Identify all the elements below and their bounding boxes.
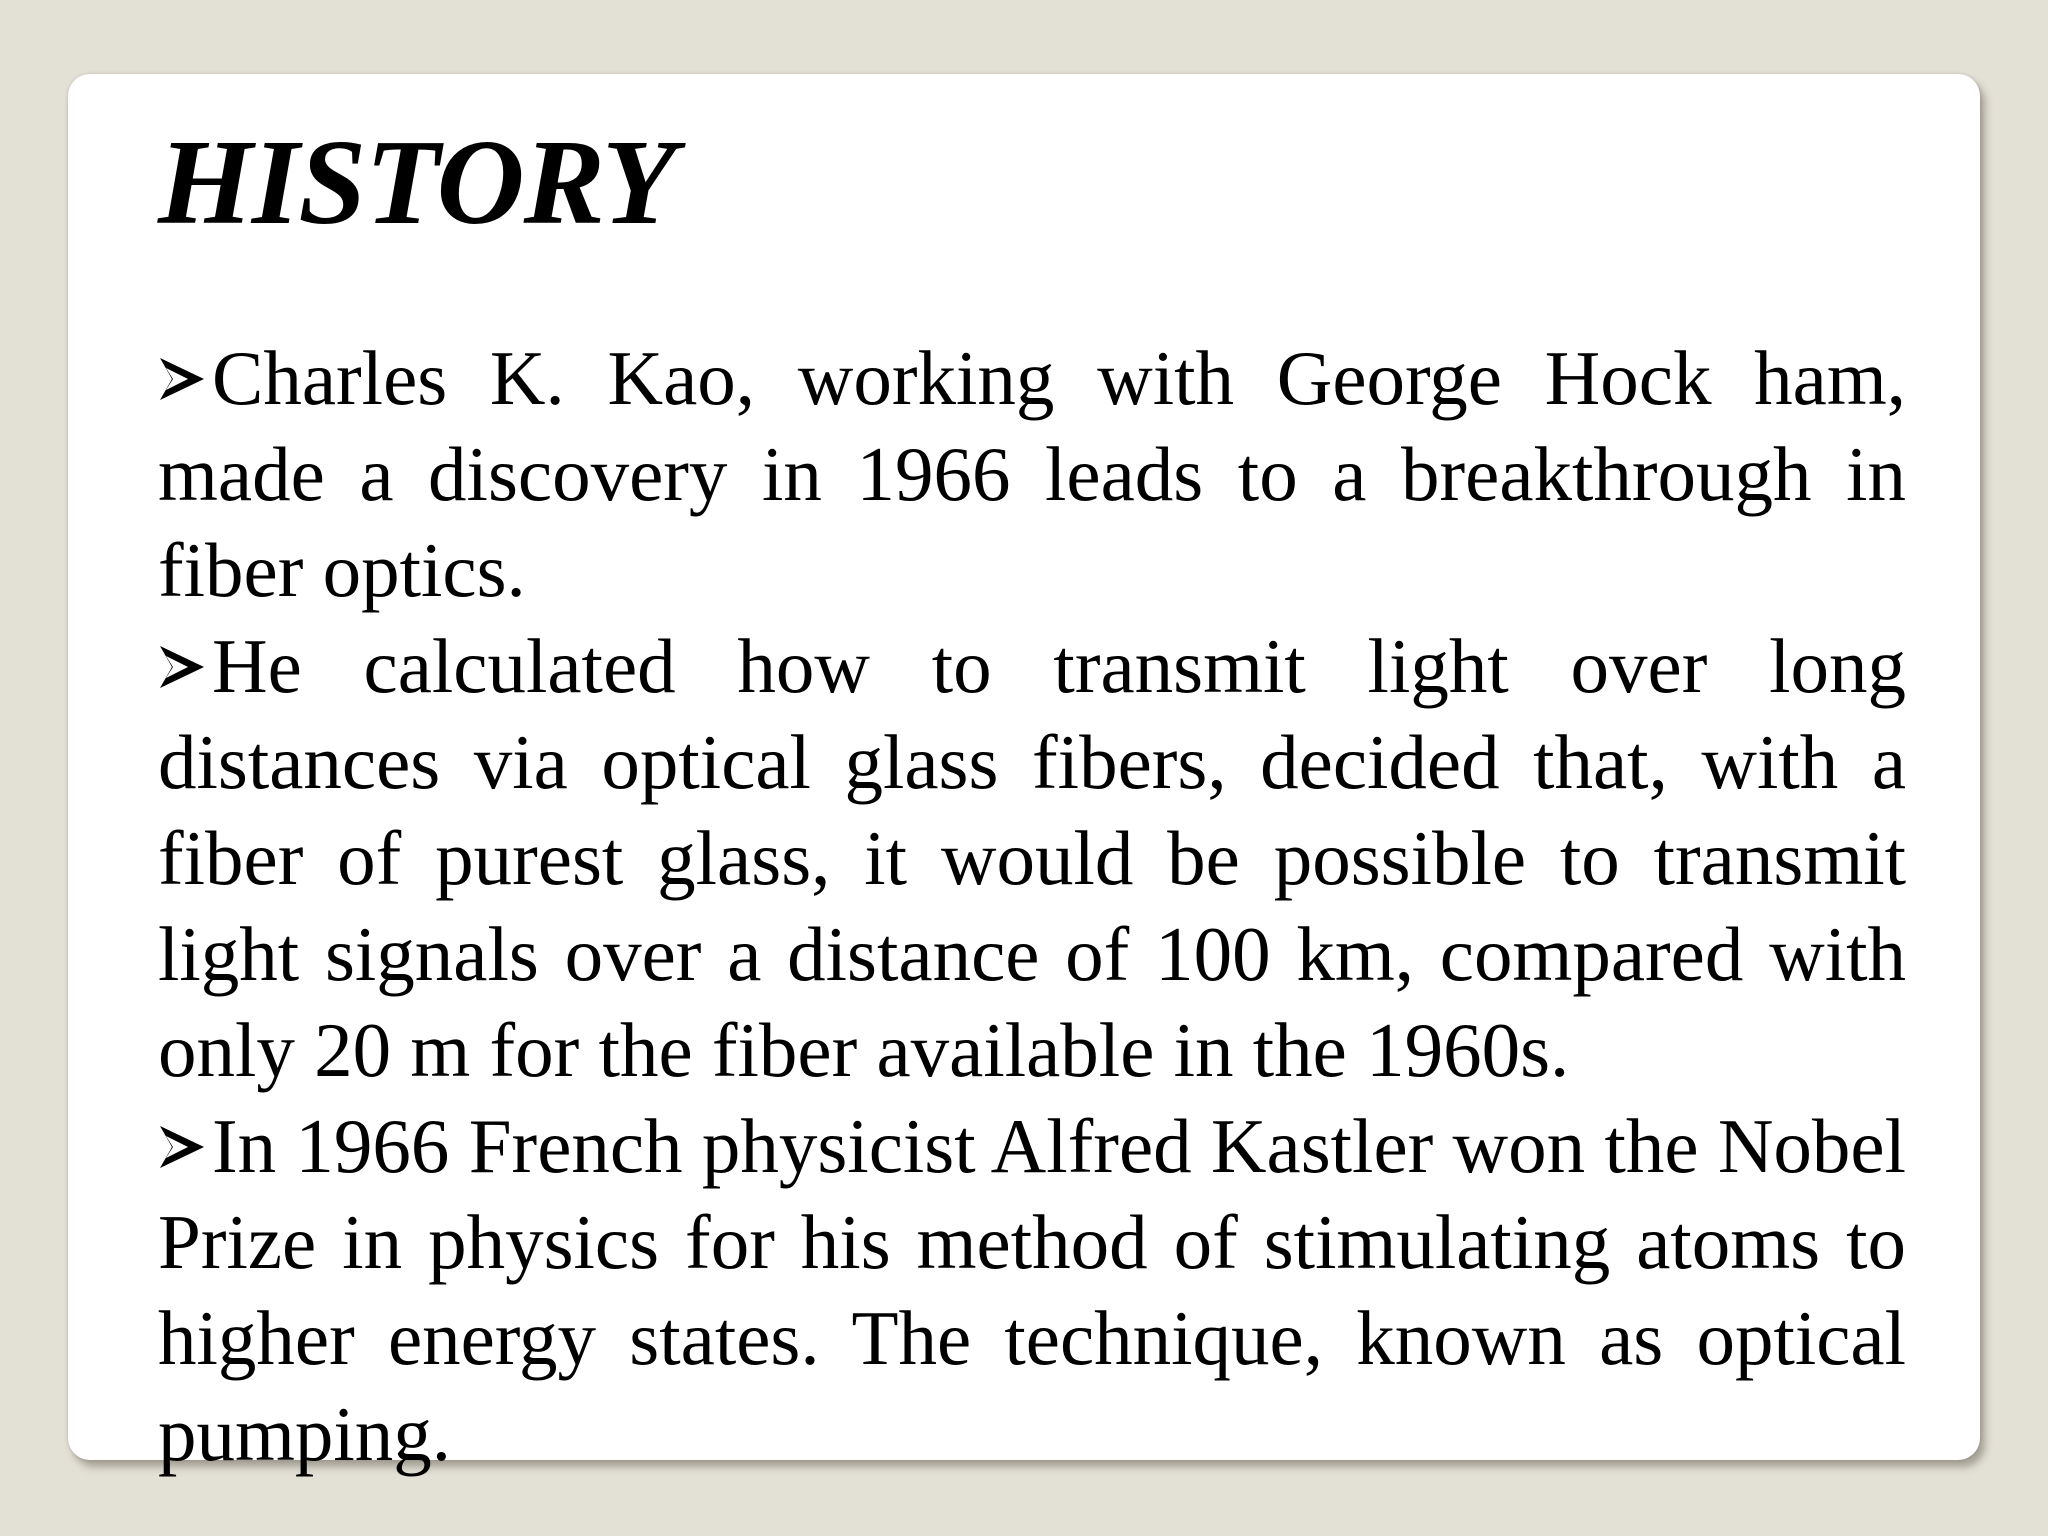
bullet-text: In 1966 French physicist Alfred Kastler won the Nobel Prize in physics for his method of stimulating atoms to higher energy states. The technique, known as optical pumping.: [158, 1103, 1906, 1477]
bullet-list: [158, 330, 1906, 1482]
bullet-item-kastler: [158, 1098, 1906, 1482]
slide-card: [68, 74, 1980, 1477]
bullet-text: Charles K. Kao, working with George Hock ham, made a discovery in 1966 leads to a breakthrough in fiber optics.: [158, 335, 1906, 613]
bullet-item-transmission: [158, 618, 1906, 1098]
arrowhead-bullet-icon: [158, 356, 208, 402]
slide-title: HISTORY: [158, 115, 676, 250]
arrowhead-bullet-icon: [158, 644, 208, 690]
arrowhead-bullet-icon: [158, 1124, 208, 1170]
bullet-item-kao: [158, 330, 1906, 618]
bullet-text: He calculated how to transmit light over long distances via optical glass fibers, decided that, with a fiber of purest glass, it would be possible to transmit light signals over a distance of 100 km, compared with only 20 m for the fiber available in the 1960s.: [158, 623, 1906, 1093]
